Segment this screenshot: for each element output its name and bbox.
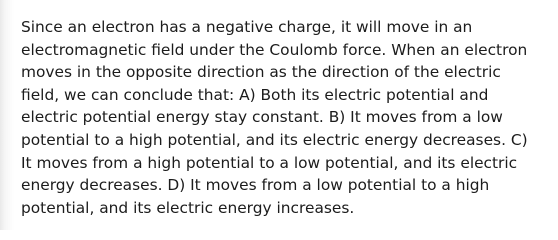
question-text: Since an electron has a negative charge, it will move in an electromagnetic field under the Coulomb force. When an electron moves in the opposite direction as the direction of the electric field, we can conclude that: A) Both its electric potential and electric potential energy stay constant. B) It moves from a low potential to a high potential, and its electric energy decreases. C) It moves from a high potential to a low potential, and its electric energy decreases. D) It moves from a low potential to a high potential, and its electric energy increases. bbox=[21, 18, 528, 217]
